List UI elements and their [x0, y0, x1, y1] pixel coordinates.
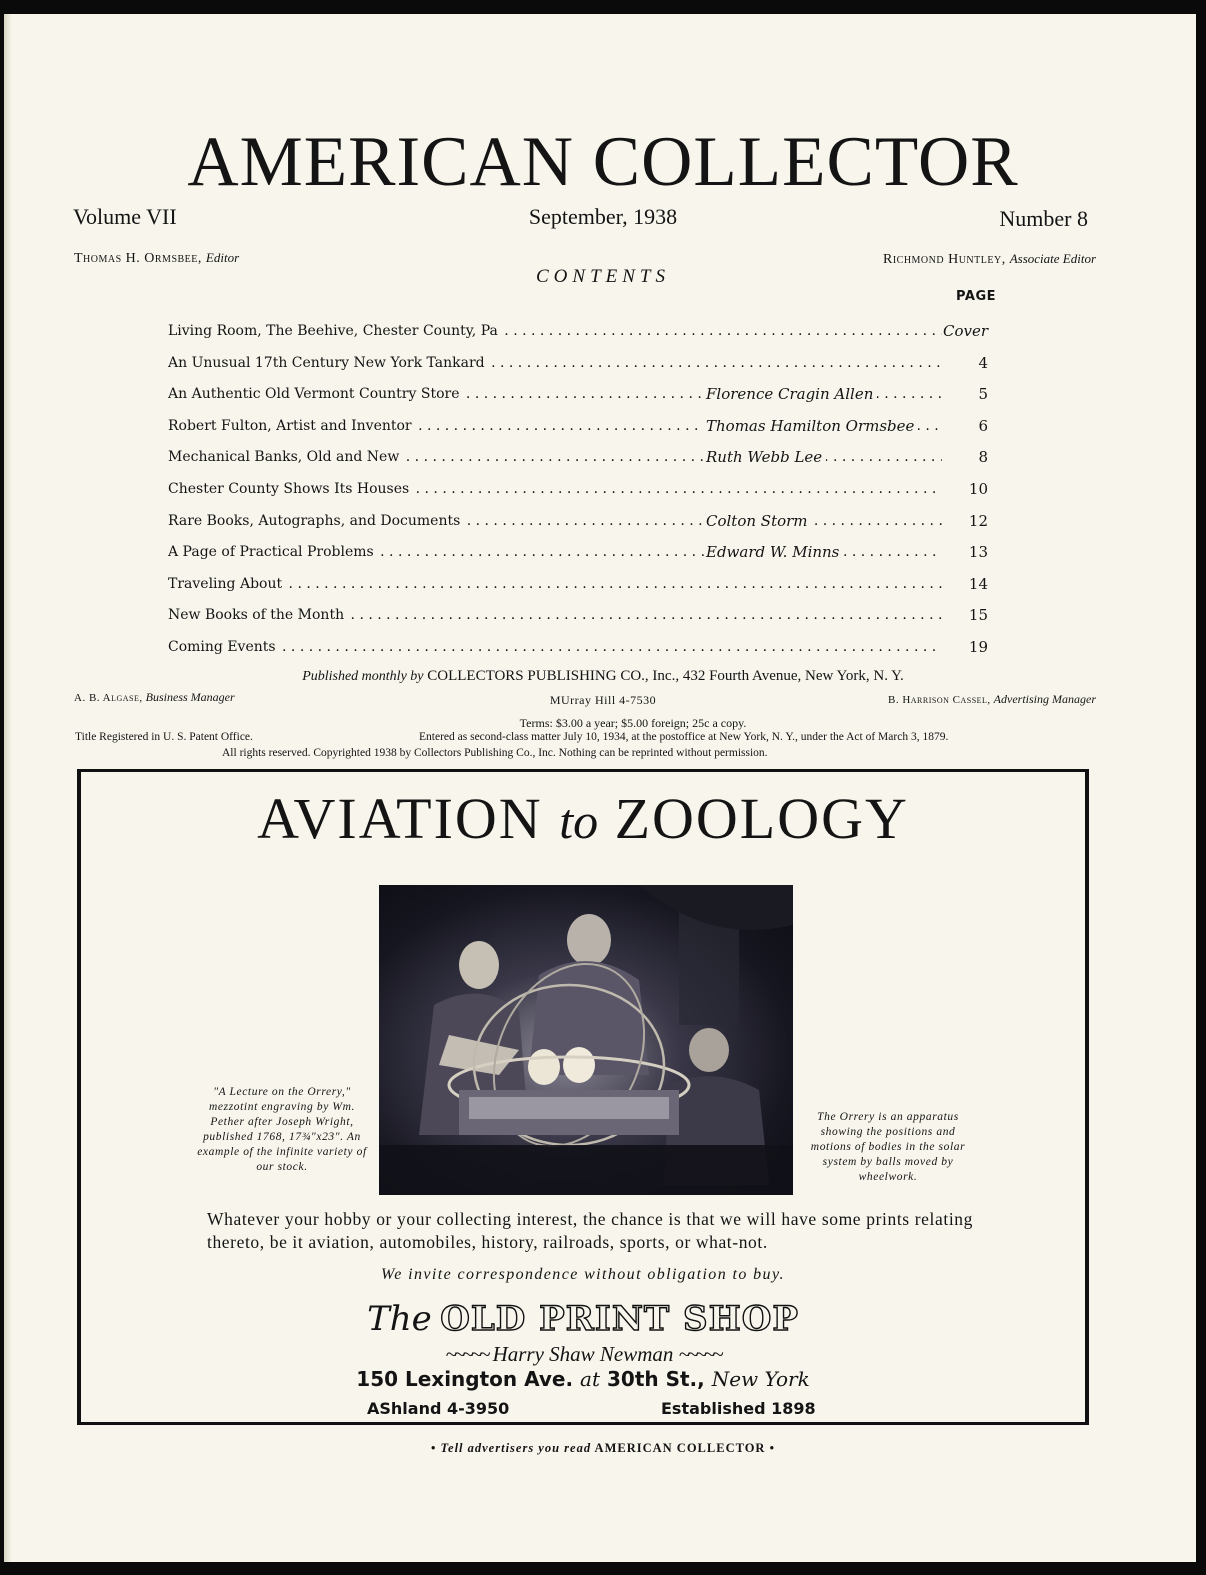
- toc-row[interactable]: [168, 569, 992, 601]
- toc-author: Ruth Webb Lee: [704, 448, 826, 466]
- publisher-phone: MUrray Hill 4-7530: [549, 693, 657, 707]
- address-street: 30th St.,: [606, 1367, 705, 1391]
- toc-page: 14: [968, 574, 988, 593]
- shop-name-logo: [81, 1299, 1085, 1339]
- toc-author: Thomas Hamilton Ormsbee: [704, 417, 918, 435]
- headline-to: to: [559, 793, 599, 849]
- contents-heading: CONTENTS: [536, 266, 670, 287]
- toc-title: Rare Books, Autographs, and Documents: [168, 512, 461, 529]
- advertising-manager-credit: [888, 692, 1096, 707]
- toc-title: A Page of Practical Problems: [168, 544, 374, 561]
- shop-name-text: OLD PRINT SHOP: [440, 1299, 799, 1339]
- toc-row[interactable]: [168, 316, 992, 348]
- toc-row[interactable]: [168, 442, 992, 474]
- postal-entry-notice: Entered as second-class matter July 10, 1934, at the postoffice at New York, N. Y., under the Act of March 3, 1879.: [419, 731, 949, 743]
- toc-page: 5: [978, 385, 988, 404]
- orrery-definition-caption: The Orrery is an apparatus showing the positions and motions of bodies in the solar system by balls moved by wheelwork.: [810, 1111, 966, 1183]
- address-at: at: [580, 1367, 601, 1391]
- editor-credit: [74, 249, 239, 267]
- issue-date: September, 1938: [528, 204, 678, 229]
- business-manager-name: A. B. Algase,: [74, 692, 143, 704]
- toc-page: 4: [978, 353, 988, 372]
- toc-row[interactable]: [168, 474, 992, 506]
- toc-row[interactable]: [168, 506, 992, 538]
- toc-page: 19: [968, 637, 988, 656]
- page-binding-edge: [4, 14, 12, 1562]
- bullet-icon: •: [431, 1441, 437, 1455]
- left-swash-ornament: ~~~~~: [445, 1342, 488, 1366]
- ad-body-text: Whatever your hobby or your collecting interest, the chance is that we will have some prints relating thereto, be it aviation, automobiles, history, railroads, sports, or what-not.: [207, 1209, 973, 1252]
- proprietor-name: Harry Shaw Newman: [492, 1342, 674, 1366]
- toc-page: 15: [968, 606, 988, 625]
- toc-row[interactable]: [168, 537, 992, 569]
- orrery-engraving-image: [379, 885, 793, 1195]
- toc-author: Edward W. Minns: [704, 543, 843, 561]
- toc-page: Cover: [942, 322, 988, 340]
- shop-established: Established 1898: [661, 1399, 816, 1418]
- issue-number: Number 8: [999, 206, 1088, 231]
- footer-magazine: AMERICAN COLLECTOR: [594, 1441, 766, 1455]
- toc-title: Chester County Shows Its Houses: [168, 480, 410, 497]
- toc-author: Florence Cragin Allen: [704, 385, 877, 403]
- toc-author: Colton Storm: [704, 512, 812, 530]
- table-of-contents: [168, 316, 992, 664]
- page-column-heading: PAGE: [956, 289, 996, 304]
- advertising-manager-name: B. Harrison Cassel,: [887, 694, 991, 706]
- footer-tell: Tell advertisers you read: [440, 1441, 592, 1455]
- toc-page: 13: [968, 543, 988, 562]
- toc-title: New Books of the Month: [168, 607, 345, 624]
- publisher-company: COLLECTORS PUBLISHING CO., Inc., 432 Fourth Avenue, New York, N. Y.: [427, 668, 904, 684]
- toc-row[interactable]: [168, 632, 992, 664]
- business-manager-role: Business Manager: [145, 690, 235, 704]
- subscription-terms: Terms: $3.00 a year; $5.00 foreign; 25c a copy.: [519, 716, 747, 730]
- engraving-caption: "A Lecture on the Orrery," mezzotint engraving by Wm. Pether after Joseph Wright, published 1768, 17¾"x23". An example of the infinite variety of our stock.: [197, 1086, 367, 1173]
- published-by-label: Published monthly by: [302, 669, 424, 684]
- headline-aviation: AVIATION: [257, 786, 543, 851]
- editor-name: Thomas H. Ormsbee,: [74, 251, 202, 266]
- toc-row[interactable]: [168, 379, 992, 411]
- editor-role: Editor: [205, 250, 240, 265]
- old-print-shop-advertisement: [77, 769, 1089, 1425]
- toc-title: Mechanical Banks, Old and New: [168, 449, 400, 466]
- toc-row[interactable]: [168, 348, 992, 380]
- patent-notice: Title Registered in U. S. Patent Office.: [75, 731, 253, 743]
- orrery-engraving-illustration: [379, 885, 793, 1195]
- toc-title: An Unusual 17th Century New York Tankard: [168, 354, 485, 371]
- toc-page: 6: [978, 416, 988, 435]
- copyright-notice: All rights reserved. Copyrighted 1938 by Collectors Publishing Co., Inc. Nothing can be reprinted without permission.: [222, 747, 768, 759]
- publisher-line: [0, 668, 1206, 685]
- toc-page: 8: [978, 448, 988, 467]
- toc-page: 10: [968, 479, 988, 498]
- footer-line: [0, 1441, 1206, 1456]
- toc-title: Robert Fulton, Artist and Inventor: [168, 417, 412, 434]
- toc-row[interactable]: [168, 411, 992, 443]
- associate-editor-role: Associate Editor: [1009, 251, 1096, 266]
- bullet-icon: •: [769, 1441, 775, 1455]
- shop-address: [81, 1367, 1085, 1391]
- right-swash-ornament: ~~~~~: [678, 1342, 721, 1366]
- shop-phone: AShland 4-3950: [367, 1399, 510, 1418]
- advertising-manager-role: Advertising Manager: [993, 692, 1096, 706]
- masthead-title: AMERICAN COLLECTOR: [187, 123, 1019, 201]
- address-number: 150 Lexington Ave.: [356, 1367, 574, 1391]
- toc-title: Coming Events: [168, 638, 276, 655]
- ad-invitation: We invite correspondence without obligation to buy.: [381, 1266, 785, 1283]
- proprietor-line: [81, 1342, 1085, 1367]
- address-city: New York: [711, 1367, 810, 1391]
- shop-name-the: The: [367, 1299, 432, 1339]
- associate-editor-name: Richmond Huntley,: [882, 252, 1006, 267]
- headline-zoology: ZOOLOGY: [614, 786, 909, 851]
- volume-label: Volume VII: [73, 204, 177, 229]
- ad-headline: [81, 787, 1085, 853]
- toc-page: 12: [968, 511, 988, 530]
- toc-title: Traveling About: [168, 575, 283, 592]
- toc-title: Living Room, The Beehive, Chester County, Pa: [168, 323, 498, 339]
- toc-row[interactable]: [168, 600, 992, 632]
- toc-title: An Authentic Old Vermont Country Store: [168, 386, 460, 403]
